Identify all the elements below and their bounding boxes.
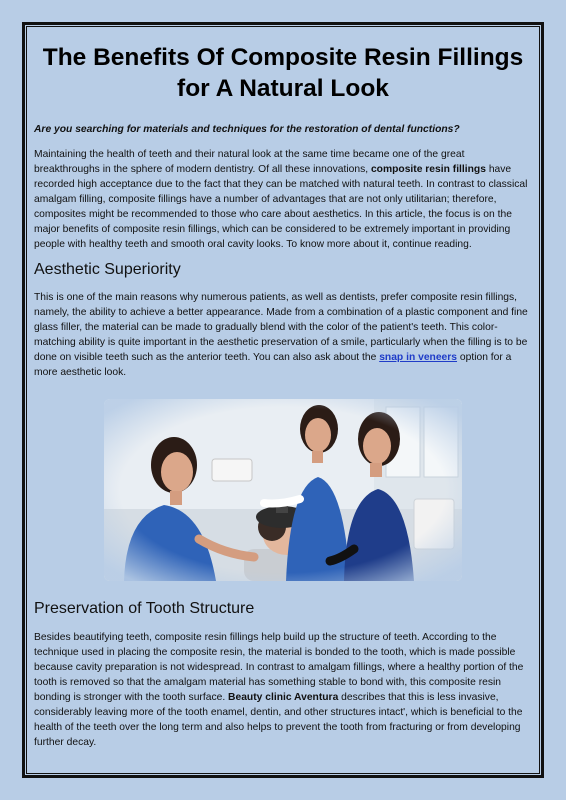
aesthetic-text-1: This is one of the main reasons why numerous patients, as well as dentists, prefer composite resin fillings, namely, the ability to achieve a better appearance. Made from a combination of a plastic component and fine glass filler, the material can be made to gradually blend with the color of the patient's teeth. This color-matching ability is quite important in the aesthetic preservation of a smile, particularly when the filling is to be done on visible teeth such as the anterior teeth. You can also ask about the — [34, 292, 528, 363]
article-title — [34, 42, 532, 104]
preservation-text-1: Besides beautifying teeth, composite resin fillings help build up the structure of teeth. According to the technique used in placing the composite resin, the material is bonded to the tooth, which is made possible because cavity preparation is not widespread. In contrast to amalgam fillings, where a healthy portion of the tooth is removed so that the amalgam material has something stable to bond with, this composite resin bonding is stronger with the tooth surface. — [34, 632, 524, 703]
intro-text-2: have recorded high acceptance due to the fact that they can be matched with natural teeth. In contrast to classical amalgam filling, composite fillings have a number of advantages that are not only utilitarian; therefore, composites might be recommended to those who care about aesthetics. In this article, the focus is on the major benefits of composite resin fillings, which can be considered to be extremely important in providing people with healthy teeth and smooth oral cavity looks. To know more about it, continue reading. — [34, 164, 528, 250]
section-heading-preservation: Preservation of Tooth Structure — [34, 600, 255, 617]
article — [34, 42, 532, 750]
beauty-clinic-bold: Beauty clinic Aventura — [228, 692, 339, 703]
intro-bold-term: composite resin fillings — [370, 164, 486, 175]
preservation-paragraph — [34, 630, 532, 750]
aesthetic-text-2: option for a more aesthetic look. — [34, 352, 512, 378]
snap-in-veneers-link[interactable]: snap in veneers — [379, 352, 458, 363]
section-heading-aesthetic: Aesthetic Superiority — [34, 261, 181, 278]
preservation-text-2: describes that this is less invasive, considerably leaving more of the tooth enamel, dentin, and other structures intact', which is beneficial to the health of the teeth over the long term and also helps to prevent the tooth from fracturing or from developing further decay. — [34, 692, 523, 748]
title-line-1: The Benefits Of Composite Resin Fillings — [42, 44, 524, 71]
article-subtitle: Are you searching for materials and techniques for the restoration of dental functions? — [34, 124, 460, 135]
intro-paragraph — [34, 147, 532, 252]
intro-text-1: Maintaining the health of teeth and their natural look at the same time became one of the great breakthroughs in the sphere of modern dentistry. Of all these innovations, — [34, 149, 465, 175]
dental-clinic-photo — [104, 399, 462, 581]
aesthetic-paragraph — [34, 290, 532, 380]
title-line-2: for A Natural Look — [177, 75, 389, 102]
